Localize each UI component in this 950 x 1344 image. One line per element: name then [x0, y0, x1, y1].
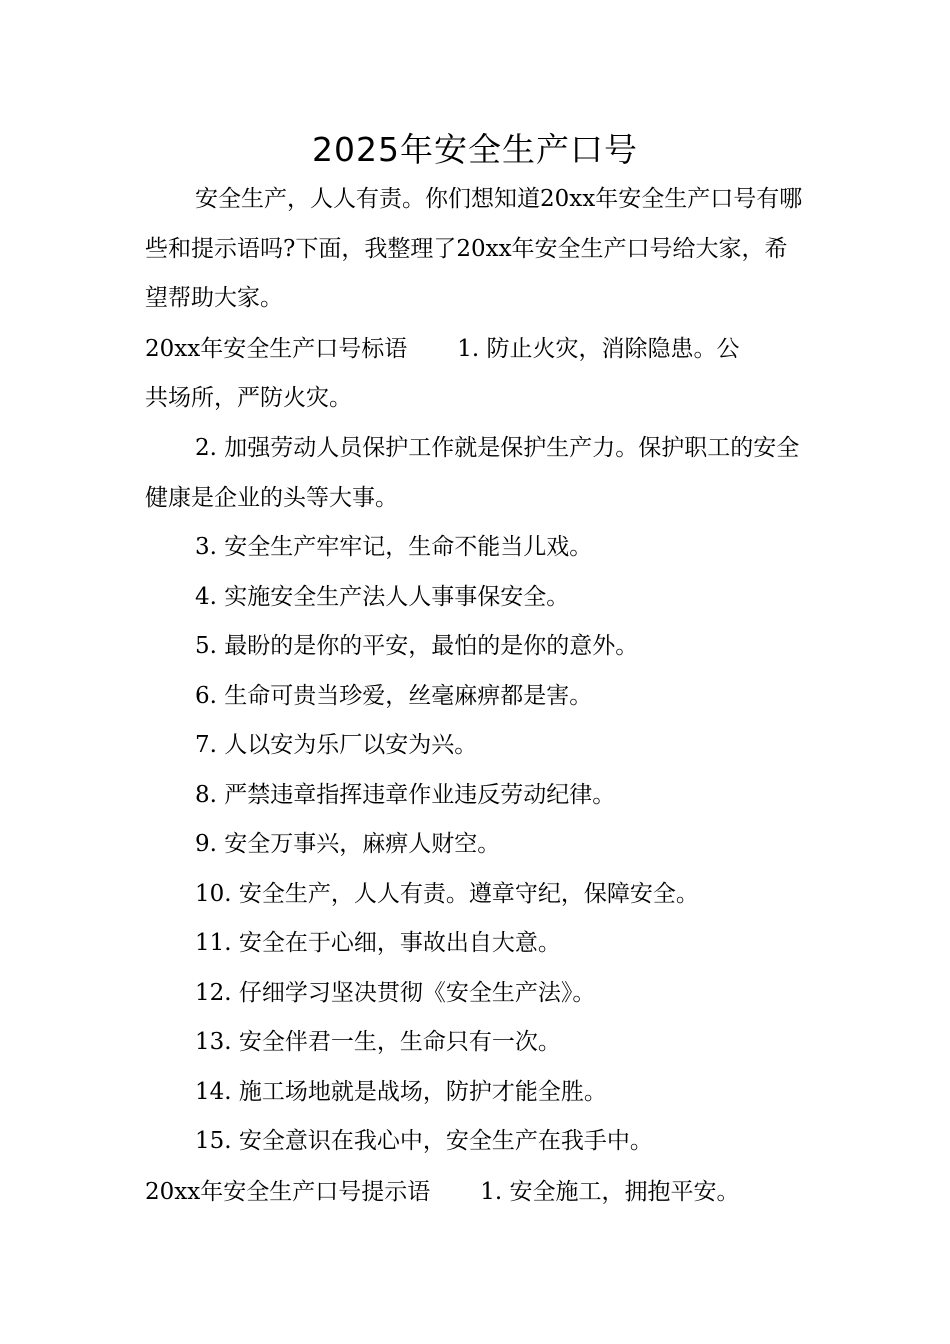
- list-item: 8. 严禁违章指挥违章作业违反劳动纪律。: [195, 782, 616, 808]
- list-item: 6. 生命可贵当珍爱，丝毫麻痹都是害。: [195, 683, 593, 709]
- list-item: 11. 安全在于心细，事故出自大意。: [195, 930, 561, 956]
- list-item: 15. 安全意识在我心中，安全生产在我手中。: [195, 1128, 653, 1154]
- list-item: 5. 最盼的是你的平安，最怕的是你的意外。: [195, 633, 639, 659]
- list-item: 14. 施工场地就是战场，防护才能全胜。: [195, 1079, 607, 1105]
- list-item: 9. 安全万事兴，麻痹人财空。: [195, 831, 501, 857]
- section1-heading-line: [145, 325, 810, 375]
- section1-first-item-continued: 共场所，严防火灾。: [145, 385, 352, 411]
- section2-heading: 20xx年安全生产口号提示语: [145, 1179, 431, 1205]
- list-item: 12. 仔细学习坚决贯彻《安全生产法》。: [195, 980, 596, 1006]
- list-item: 3. 安全生产牢牢记，生命不能当儿戏。: [195, 534, 593, 560]
- section1-first-item: 1. 防止火灾，消除隐患。公: [457, 336, 740, 362]
- list-item: 4. 实施安全生产法人人事事保安全。: [195, 584, 570, 610]
- list-item: 2. 加强劳动人员保护工作就是保护生产力。保护职工的安全健康是企业的头等大事。: [145, 435, 800, 511]
- section1-heading: 20xx年安全生产口号标语: [145, 336, 408, 362]
- list-item: 7. 人以安为乐厂以安为兴。: [195, 732, 478, 758]
- intro-paragraph: 安全生产，人人有责。你们想知道20xx年安全生产口号有哪些和提示语吗?下面，我整理了20xx年安全生产口号给大家，希望帮助大家。: [145, 186, 803, 311]
- list-item: 13. 安全伴君一生，生命只有一次。: [195, 1029, 561, 1055]
- section2-heading-line: [145, 1168, 810, 1218]
- document-title: 2025年安全生产口号: [312, 130, 638, 169]
- list-item: 10. 安全生产，人人有责。遵章守纪，保障安全。: [195, 881, 699, 907]
- section2-first-item: 1. 安全施工，拥抱平安。: [480, 1179, 740, 1205]
